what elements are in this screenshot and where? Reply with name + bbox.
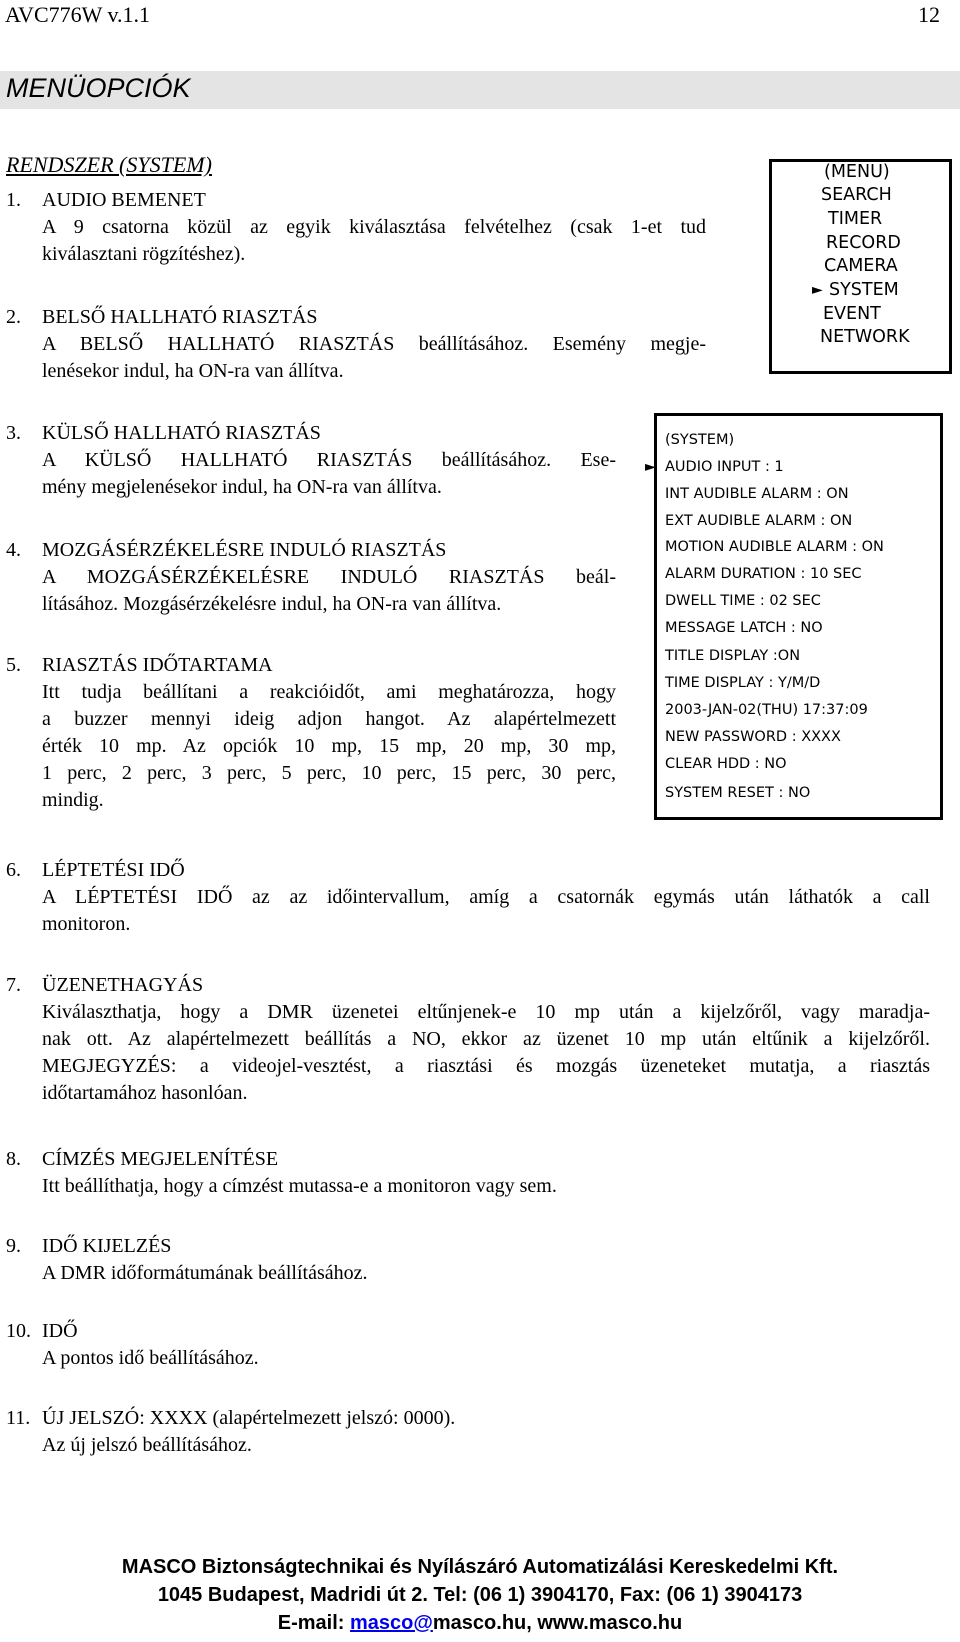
menu-option-heading: RIASZTÁS IDŐTARTAMA (42, 654, 273, 676)
menu-option-heading: IDŐ (42, 1320, 78, 1342)
menu-option-text (42, 972, 930, 1107)
panel-menu-row: TIME DISPLAY : Y/M/D (665, 675, 821, 691)
menu-option-item (6, 187, 706, 268)
section-title: RENDSZER (SYSTEM) (6, 152, 212, 177)
page-number: 12 (918, 2, 940, 27)
panel-menu-row: EVENT (823, 304, 881, 324)
panel-menu-row: MESSAGE LATCH : NO (665, 620, 823, 636)
menu-option-heading: KÜLSŐ HALLHATÓ RIASZTÁS (42, 422, 321, 444)
menu-option-description-line: lításához. Mozgásérzékelésre indul, ha ON-ra van állítva. (42, 593, 502, 615)
menu-option-text (42, 1318, 930, 1372)
footer-company: MASCO Biztonságtechnikai és Nyílászáró Automatizálási Kereskedelmi Kft. (121, 1556, 839, 1578)
menu-option-description-line: Itt tudja beállítani a reakcióidőt, ami meghatározza, hogy (42, 681, 616, 703)
menu-option-item (6, 1146, 930, 1200)
menu-option-item (6, 304, 706, 385)
footer-email-link[interactable]: masco@ (350, 1612, 433, 1634)
menu-option-number: 2. (6, 306, 21, 328)
menu-option-number: 3. (6, 422, 21, 444)
section-banner (0, 71, 960, 109)
menu-option-text (42, 537, 616, 618)
menu-option-description-line: mindig. (42, 789, 104, 811)
panel-menu-row: INT AUDIBLE ALARM : ON (665, 486, 849, 502)
system-menu-screenshot (645, 413, 943, 820)
panel-menu-row: SYSTEM (829, 280, 899, 300)
menu-option-description-line: monitoron. (42, 913, 131, 935)
footer-contact (0, 1612, 960, 1635)
menu-option-number: 11. (6, 1407, 31, 1429)
menu-option-text (42, 652, 616, 814)
menu-option-description-line: kiválasztani rögzítéshez). (42, 243, 246, 265)
menu-option-description-line: A DMR időformátumának beállításához. (42, 1262, 368, 1284)
panel-menu-row: TITLE DISPLAY :ON (665, 648, 801, 664)
panel-menu-row: DWELL TIME : 02 SEC (665, 593, 821, 609)
menu-option-item (6, 857, 930, 938)
menu-option-number: 5. (6, 654, 21, 676)
menu-option-number: 6. (6, 859, 21, 881)
menu-option-item (6, 972, 930, 1107)
menu-option-description-line: A LÉPTETÉSI IDŐ az az időintervallum, amíg a csatornák egymás után láthatók a call (42, 886, 930, 908)
selection-arrow-icon: ► (645, 459, 656, 475)
selection-arrow-icon: ► (812, 282, 823, 298)
main-menu-screenshot (769, 159, 952, 374)
panel-menu-row: TIMER (828, 209, 883, 229)
panel-menu-row: 2003-JAN-02(THU) 17:37:09 (665, 702, 868, 718)
panel-menu-row: NEW PASSWORD : XXXX (665, 729, 841, 745)
menu-option-text (42, 1146, 930, 1200)
document-model-label: AVC776W v.1.1 (5, 2, 151, 27)
menu-option-heading: CÍMZÉS MEGJELENÍTÉSE (42, 1148, 279, 1170)
menu-option-number: 1. (6, 189, 21, 211)
panel-title: (SYSTEM) (665, 432, 735, 448)
menu-option-description-line: A BELSŐ HALLHATÓ RIASZTÁS beállításához. Esemény megje- (42, 333, 706, 355)
menu-option-description-line: Kiválaszthatja, hogy a DMR üzenetei eltűnjenek-e 10 mp után a kijelzőről, vagy maradja- (42, 1001, 930, 1023)
menu-option-item (6, 652, 616, 814)
menu-option-item (6, 420, 616, 501)
menu-option-heading: ÚJ JELSZÓ: XXXX (alapértelmezett jelszó: 0000). (42, 1407, 456, 1429)
menu-option-text (42, 1405, 930, 1459)
footer-email-prefix: E-mail: (277, 1612, 351, 1634)
menu-option-description-line: Az új jelszó beállításához. (42, 1434, 252, 1456)
menu-option-heading: IDŐ KIJELZÉS (42, 1235, 172, 1257)
menu-option-item (6, 537, 616, 618)
menu-option-number: 9. (6, 1235, 21, 1257)
panel-menu-row: SEARCH (821, 185, 892, 205)
menu-option-item (6, 1233, 930, 1287)
menu-option-number: 7. (6, 974, 21, 996)
menu-option-text (42, 857, 930, 938)
panel-menu-row: EXT AUDIBLE ALARM : ON (665, 513, 853, 529)
menu-option-number: 8. (6, 1148, 21, 1170)
menu-option-number: 4. (6, 539, 21, 561)
menu-option-text (42, 187, 706, 268)
banner-title: MENÜOPCIÓK (6, 73, 191, 103)
panel-menu-row: RECORD (826, 233, 901, 253)
menu-option-description-line: A MOZGÁSÉRZÉKELÉSRE INDULÓ RIASZTÁS beál- (42, 566, 616, 588)
menu-option-text (42, 420, 616, 501)
menu-option-number: 10. (6, 1320, 31, 1342)
menu-option-description-line: időtartamához hasonlóan. (42, 1082, 248, 1104)
footer-web: masco.hu, www.masco.hu (432, 1612, 683, 1634)
menu-option-heading: ÜZENETHAGYÁS (42, 974, 204, 996)
menu-option-text (42, 304, 706, 385)
menu-option-description-line: a buzzer mennyi ideig adjon hangot. Az alapértelmezett (42, 708, 616, 730)
menu-option-description-line: érték 10 mp. Az opciók 10 mp, 15 mp, 20 mp, 30 mp, (42, 735, 616, 757)
menu-option-description-line: A KÜLSŐ HALLHATÓ RIASZTÁS beállításához. Ese- (42, 449, 616, 471)
panel-menu-row: CLEAR HDD : NO (665, 756, 787, 772)
menu-option-text (42, 1233, 930, 1287)
panel-menu-row: CAMERA (824, 256, 898, 276)
panel-menu-row: ALARM DURATION : 10 SEC (665, 566, 862, 582)
panel-menu-row: NETWORK (820, 327, 910, 347)
panel-title: (MENU) (824, 162, 890, 182)
menu-option-item (6, 1318, 930, 1372)
menu-option-heading: AUDIO BEMENET (42, 189, 206, 211)
panel-menu-row: AUDIO INPUT : 1 (665, 459, 784, 475)
menu-option-description-line: A pontos idő beállításához. (42, 1347, 259, 1369)
menu-option-description-line: 1 perc, 2 perc, 3 perc, 5 perc, 10 perc, 15 perc, 30 perc, (42, 762, 616, 784)
menu-option-heading: BELSŐ HALLHATÓ RIASZTÁS (42, 306, 318, 328)
menu-option-description-line: nak ott. Az alapértelmezett beállítás a NO, ekkor az üzenet 10 mp után eltűnik a kijelzőről. (42, 1028, 930, 1050)
footer-address: 1045 Budapest, Madridi út 2. Tel: (06 1) 3904170, Fax: (06 1) 3904173 (157, 1584, 803, 1606)
menu-option-description-line: mény megjelenésekor indul, ha ON-ra van állítva. (42, 476, 442, 498)
panel-menu-row: MOTION AUDIBLE ALARM : ON (665, 539, 884, 555)
menu-option-item (6, 1405, 930, 1459)
menu-option-description-line: MEGJEGYZÉS: a videojel-vesztést, a riasztási és mozgás üzeneteket mutatja, a riasztás (42, 1055, 930, 1077)
menu-option-description-line: A 9 csatorna közül az egyik kiválasztása felvételhez (csak 1-et tud (42, 216, 706, 238)
menu-option-description-line: Itt beállíthatja, hogy a címzést mutassa-e a monitoron vagy sem. (42, 1175, 557, 1197)
menu-option-heading: LÉPTETÉSI IDŐ (42, 859, 185, 881)
panel-menu-row: SYSTEM RESET : NO (665, 785, 811, 801)
menu-option-description-line: lenésekor indul, ha ON-ra van állítva. (42, 360, 344, 382)
menu-option-heading: MOZGÁSÉRZÉKELÉSRE INDULÓ RIASZTÁS (42, 539, 447, 561)
